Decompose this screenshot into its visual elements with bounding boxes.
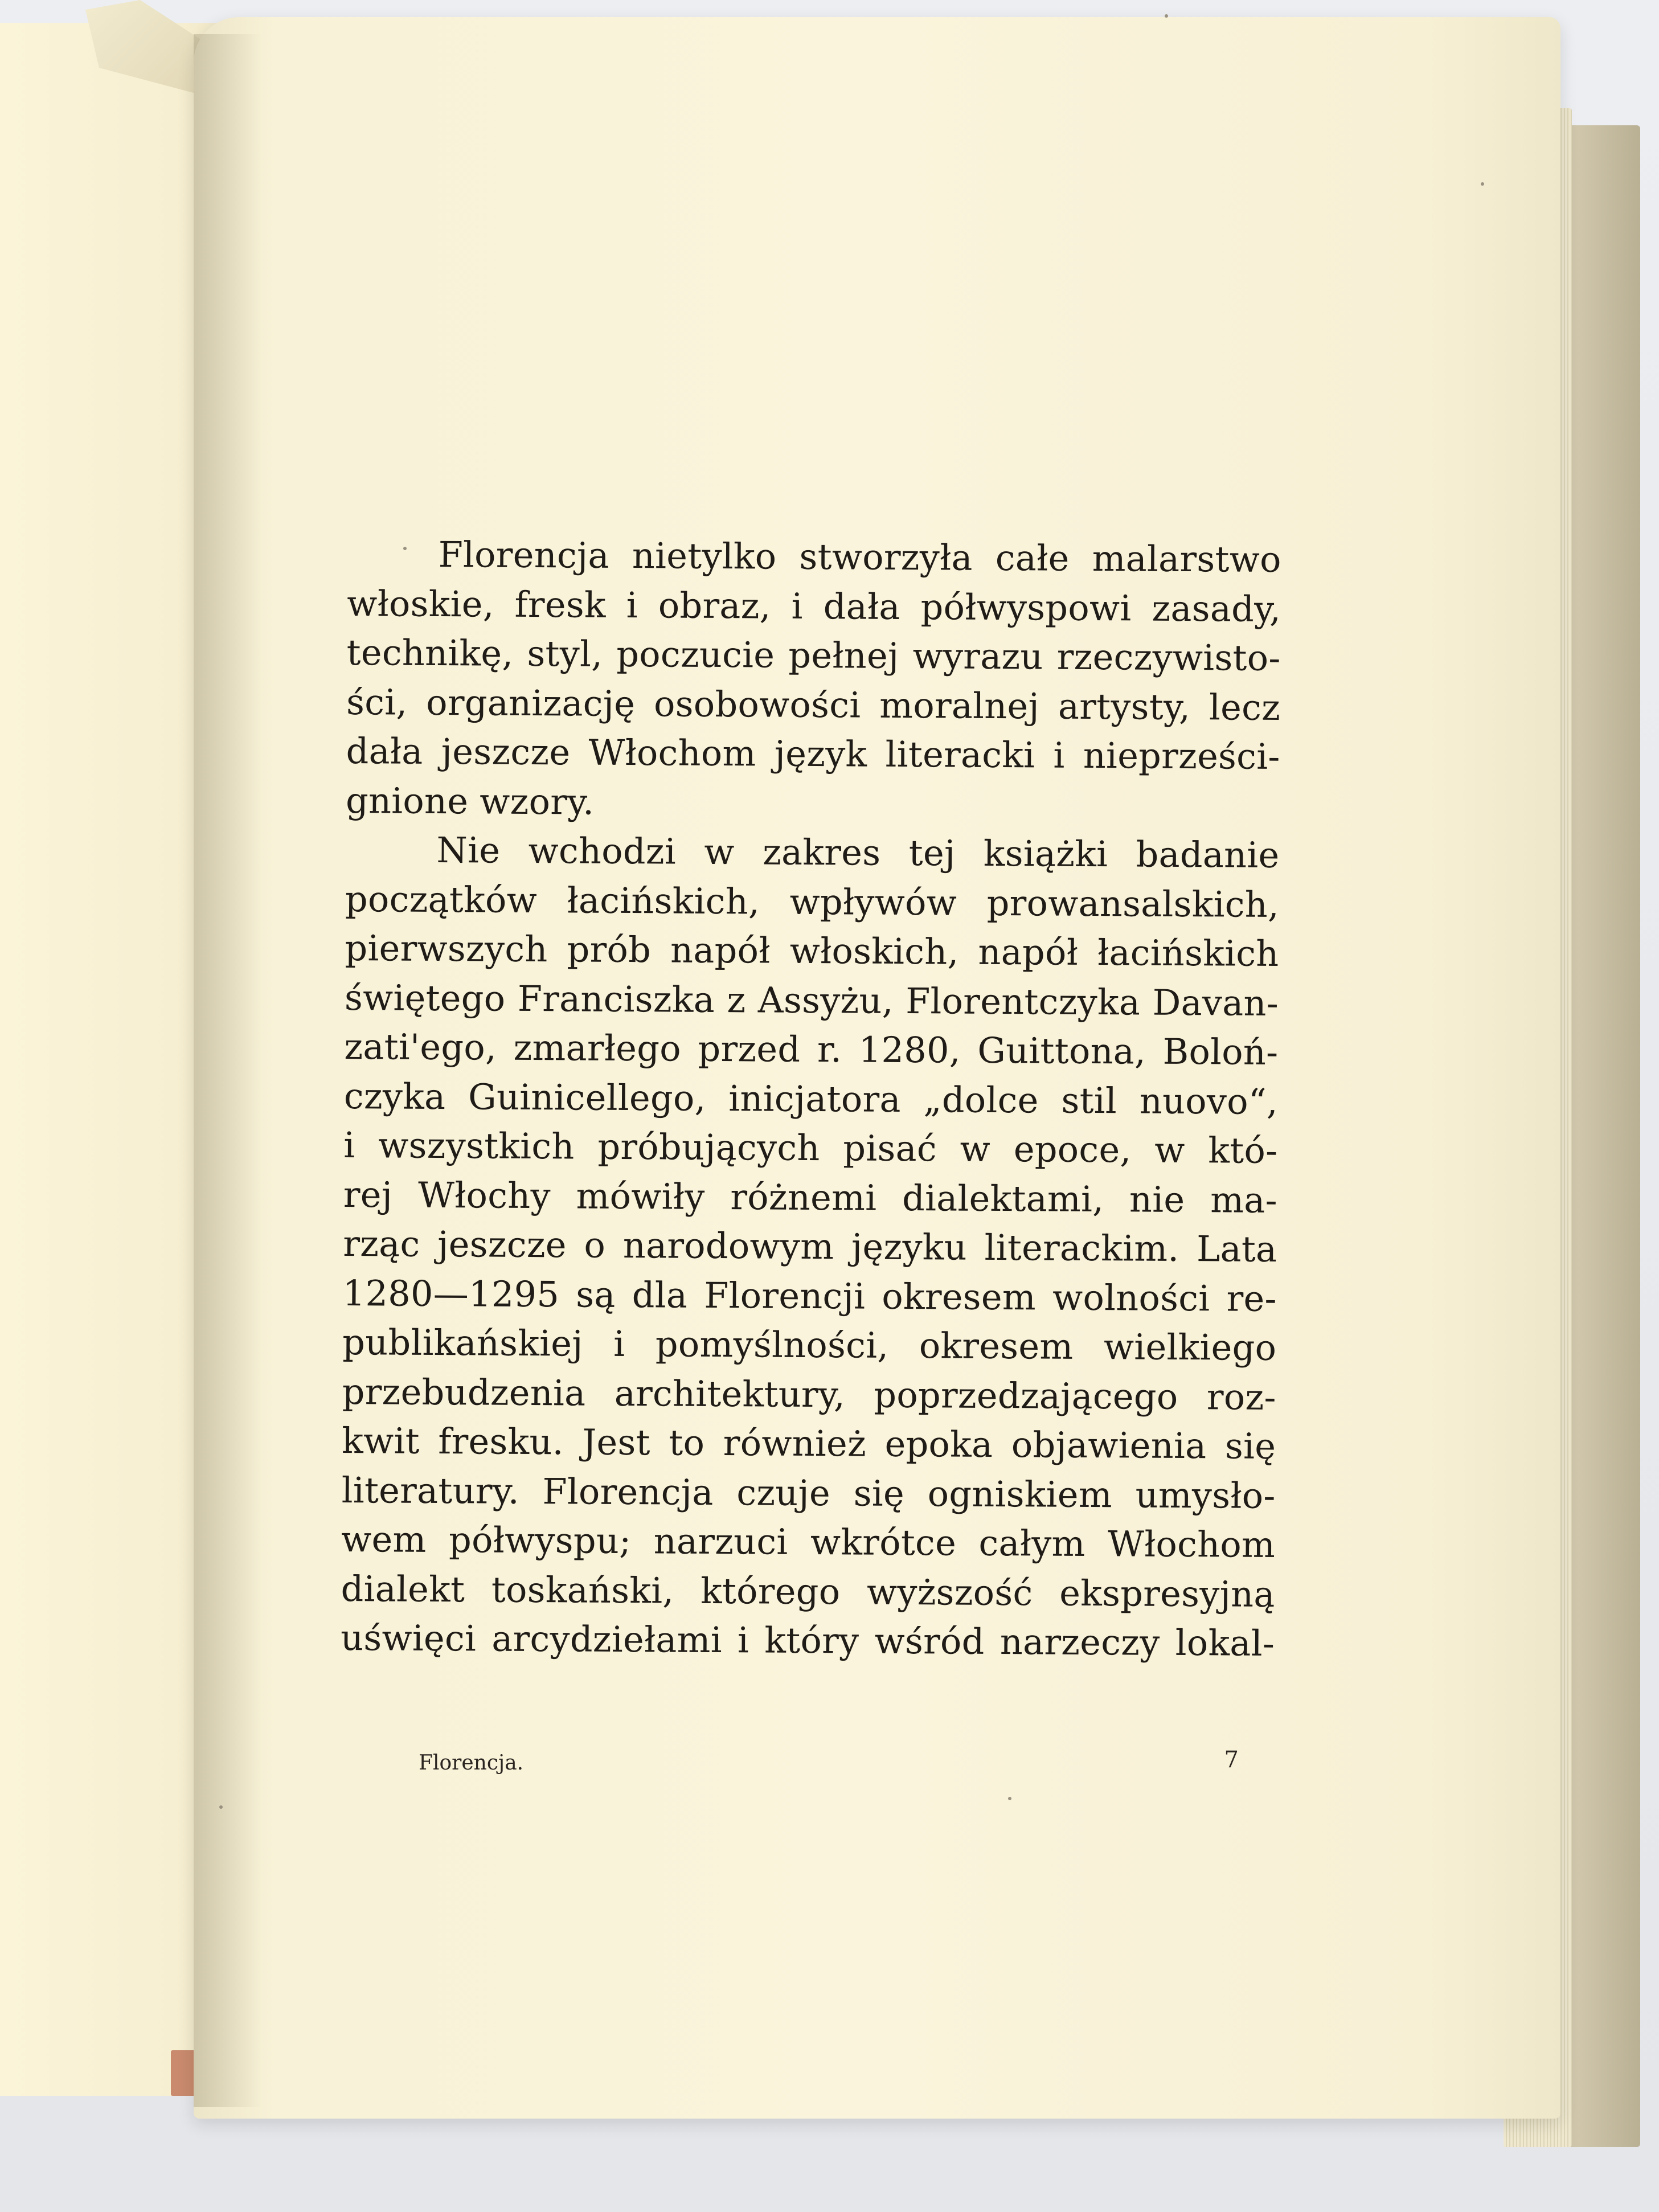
paragraph-2 [341, 825, 1280, 1668]
text-line: i wszystkich próbujących pisać w epoce, w któ- [343, 1124, 1278, 1171]
text-line: zati'ego, zmarłego przed r. 1280, Guittona, Boloń- [344, 1025, 1279, 1074]
text-line: świętego Franciszka z Assyżu, Florentczyka Davan- [344, 976, 1279, 1024]
text-line: wem półwyspu; narzuci wkrótce całym Włochom [341, 1518, 1276, 1566]
text-line: uświęci arcydziełami i który wśród narzeczy lokal- [340, 1616, 1275, 1664]
text-line: ści, organizację osobowości moralnej artysty, lecz [346, 681, 1281, 728]
body-text [341, 530, 1281, 1668]
gutter-shadow [194, 34, 262, 2107]
text-line: gnione wzory. [345, 779, 595, 823]
paper-speck [1481, 182, 1484, 186]
paper-speck [1008, 1797, 1011, 1800]
page-number: 7 [1224, 1747, 1239, 1773]
text-line: rej Włochy mówiły różnemi dialektami, nie ma- [343, 1173, 1278, 1221]
text-line: włoskie, fresk i obraz, i dała półwyspowi zasady, [346, 582, 1281, 630]
text-line: Florencja nietylko stworzyła całe malarstwo [438, 533, 1281, 581]
text-line: czyka Guinicellego, inicjatora „dolce stil nuovo“, [343, 1075, 1279, 1123]
text-line: dała jeszcze Włochom język literacki i nieprześci- [346, 730, 1280, 778]
text-line: pierwszych prób napół włoskich, napół łacińskich [345, 927, 1279, 975]
text-line: literatury. Florencja czuje się ogniskiem umysło- [341, 1469, 1276, 1517]
text-line: kwit fresku. Jest to również epoka objawienia się [342, 1419, 1276, 1467]
paper-speck [403, 547, 407, 550]
page-footer [419, 1747, 1239, 1785]
text-line: technikę, styl, poczucie pełnej wyrazu rzeczywisto- [346, 631, 1281, 679]
text-line: dialekt toskański, którego wyższość ekspresyjną [341, 1567, 1275, 1615]
text-line: 1280—1295 są dla Florencji okresem wolności re- [342, 1272, 1277, 1320]
text-line: publikańskiej i pomyślności, okresem wielkiego [342, 1321, 1277, 1369]
text-line: przebudzenia architektury, poprzedzającego roz- [342, 1370, 1276, 1418]
text-line: Nie wchodzi w zakres tej książki badanie [436, 829, 1280, 876]
paper-speck [219, 1805, 223, 1809]
signature-mark: Florencja. [419, 1751, 524, 1775]
text-line: początków łacińskich, wpływów prowansalskich, [345, 878, 1280, 925]
paper-speck [1165, 14, 1168, 18]
text-line: rząc jeszcze o narodowym języku literackim. Lata [343, 1222, 1277, 1270]
paragraph-1 [346, 530, 1281, 831]
